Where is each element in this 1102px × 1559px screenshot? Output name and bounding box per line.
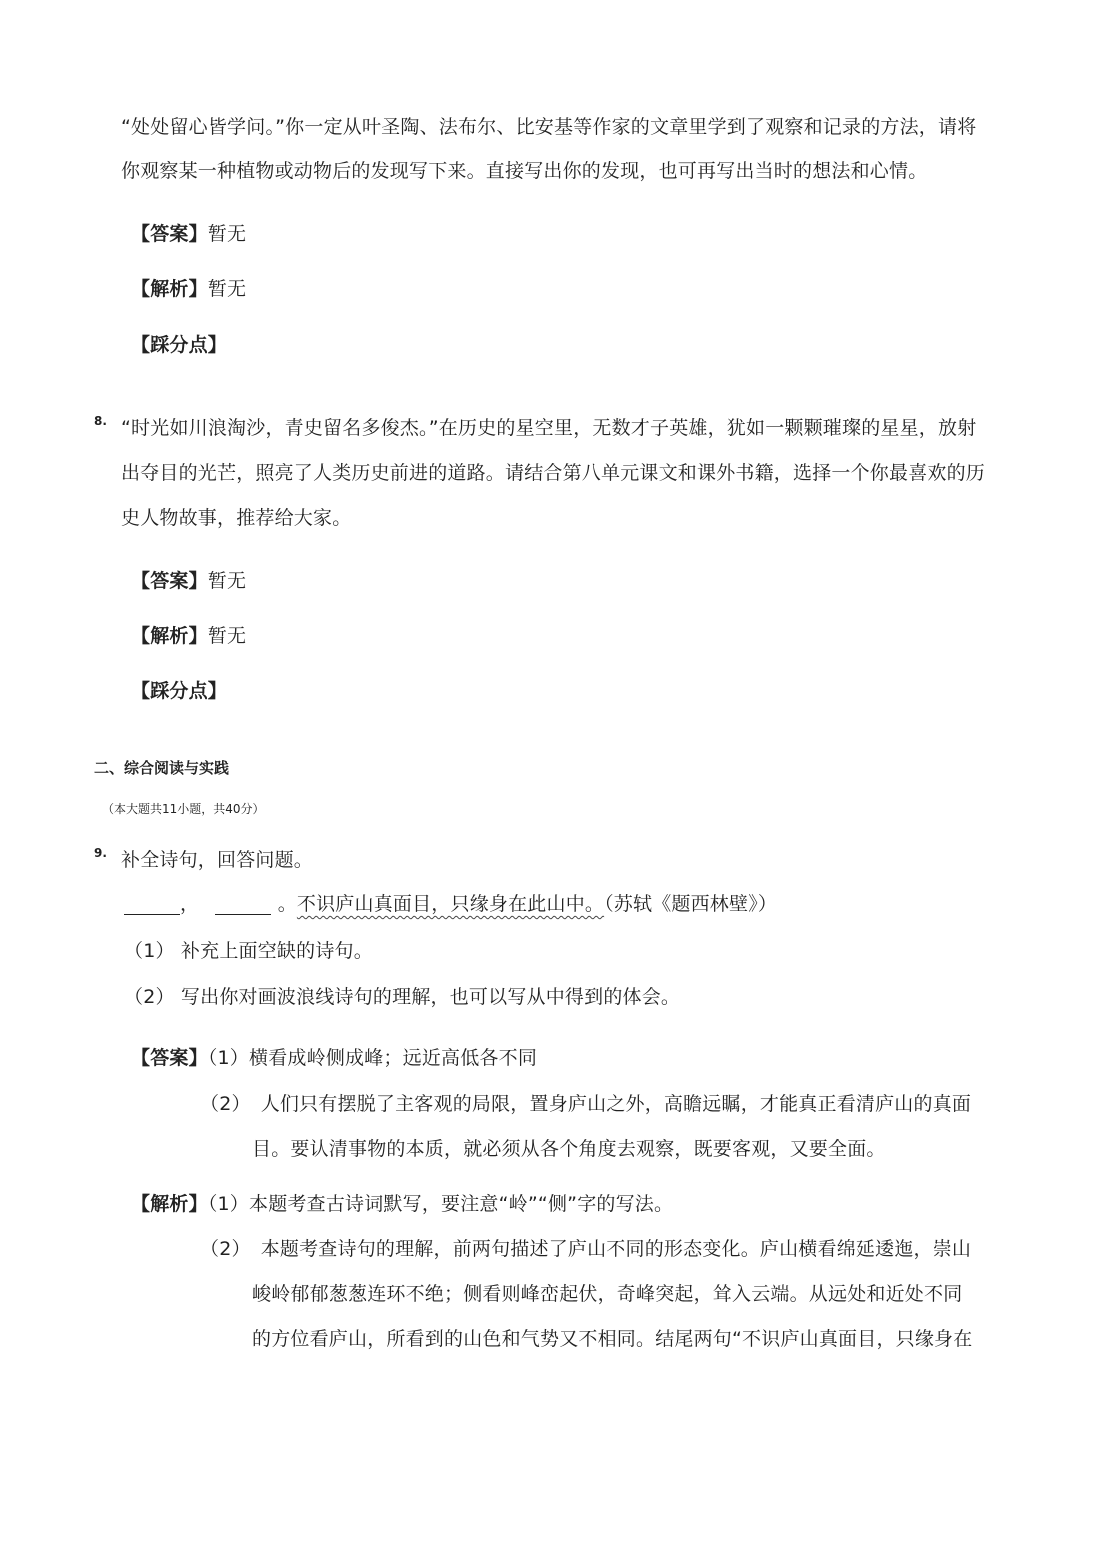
q9-poem-line bbox=[124, 893, 777, 915]
poem-period: 。 bbox=[277, 893, 297, 915]
analysis-1-number: （1） bbox=[207, 1193, 250, 1215]
poem-comma: ， bbox=[180, 893, 200, 915]
q7-answer bbox=[131, 223, 246, 245]
q7-text-line-2: 你观察某一种植物或动物后的发现写下来。直接写出你的发现，也可再写出当时的想法和心情。 bbox=[121, 160, 928, 182]
answer-text: 暂无 bbox=[207, 570, 247, 592]
q8-analysis bbox=[131, 625, 246, 647]
answer-1-text: 横看成岭侧成峰；远近高低各不同 bbox=[249, 1047, 538, 1069]
q9-analysis-2-line-2: 峻岭郁郁葱葱连环不绝；侧看则峰峦起伏，奇峰突起，耸入云端。从远处和近处不同 bbox=[252, 1283, 963, 1305]
q8-answer bbox=[131, 570, 246, 592]
section-title: 二、综合阅读与实践 bbox=[94, 759, 230, 777]
q9-number: 9. bbox=[94, 846, 107, 860]
analysis-label: 【解析】 bbox=[131, 1193, 208, 1215]
q7-text-line-1: “处处留心皆学问。”你一定从叶圣陶、法布尔、比安基等作家的文章里学到了观察和记录的方法，请将 bbox=[121, 116, 977, 138]
section-note: （本大题共11小题，共40分） bbox=[102, 802, 265, 816]
answer-label: 【答案】 bbox=[131, 570, 208, 592]
poem-source: （苏轼《题西林壁》） bbox=[604, 893, 778, 915]
q7-scoring-points-label: 【踩分点】 bbox=[131, 334, 228, 356]
answer-text: 暂无 bbox=[207, 223, 247, 245]
q9-stem: 补全诗句，回答问题。 bbox=[121, 849, 314, 871]
q8-text-line-2: 出夺目的光芒，照亮了人类历史前进的道路。请结合第八单元课文和课外书籍，选择一个你最喜欢的历 bbox=[121, 462, 986, 484]
q9-analysis-2-line-1 bbox=[200, 1238, 971, 1260]
q9-sub-question-2: （2） 写出你对画波浪线诗句的理解，也可以写从中得到的体会。 bbox=[124, 986, 681, 1008]
answer-2-text-line-1: 人们只有摆脱了主客观的局限，置身庐山之外，高瞻远瞩，才能真正看清庐山的真面 bbox=[260, 1093, 972, 1115]
answer-1-number: （1） bbox=[207, 1047, 250, 1069]
poem-wavy-line: 不识庐山真面目，只缘身在此山中。 bbox=[296, 893, 605, 915]
answer-2-number: （2） bbox=[200, 1093, 251, 1115]
q8-text-line-1: “时光如川浪淘沙，青史留名多俊杰。”在历史的星空里，无数才子英雄，犹如一颗颗璀璨的星星，放射 bbox=[121, 417, 977, 439]
analysis-label: 【解析】 bbox=[131, 278, 208, 300]
q9-answer-2-line-1 bbox=[200, 1093, 971, 1115]
q9-analysis-1 bbox=[131, 1193, 673, 1215]
q9-answer-2-line-2: 目。要认清事物的本质，就必须从各个角度去观察，既要客观，又要全面。 bbox=[252, 1138, 886, 1160]
q8-text-line-3: 史人物故事，推荐给大家。 bbox=[121, 507, 352, 529]
analysis-label: 【解析】 bbox=[131, 625, 208, 647]
analysis-text: 暂无 bbox=[207, 625, 247, 647]
analysis-text: 暂无 bbox=[207, 278, 247, 300]
poem-blank-2 bbox=[215, 898, 271, 915]
q9-analysis-2-line-3: 的方位看庐山，所看到的山色和气势又不相同。结尾两句“不识庐山真面目，只缘身在 bbox=[252, 1328, 973, 1350]
analysis-1-text: 本题考查古诗词默写，要注意“岭”“侧”字的写法。 bbox=[249, 1193, 674, 1215]
q7-analysis bbox=[131, 278, 246, 300]
answer-label: 【答案】 bbox=[131, 223, 208, 245]
q9-sub-question-1: （1） 补充上面空缺的诗句。 bbox=[124, 940, 373, 962]
poem-blank-1 bbox=[124, 898, 180, 915]
q8-number: 8. bbox=[94, 414, 107, 428]
analysis-2-text-line-1: 本题考查诗句的理解，前两句描述了庐山不同的形态变化。庐山横看绵延逶迤，崇山 bbox=[260, 1238, 972, 1260]
q9-answer-1 bbox=[131, 1047, 537, 1069]
answer-label: 【答案】 bbox=[131, 1047, 208, 1069]
q8-scoring-points-label: 【踩分点】 bbox=[131, 680, 228, 702]
analysis-2-number: （2） bbox=[200, 1238, 251, 1260]
